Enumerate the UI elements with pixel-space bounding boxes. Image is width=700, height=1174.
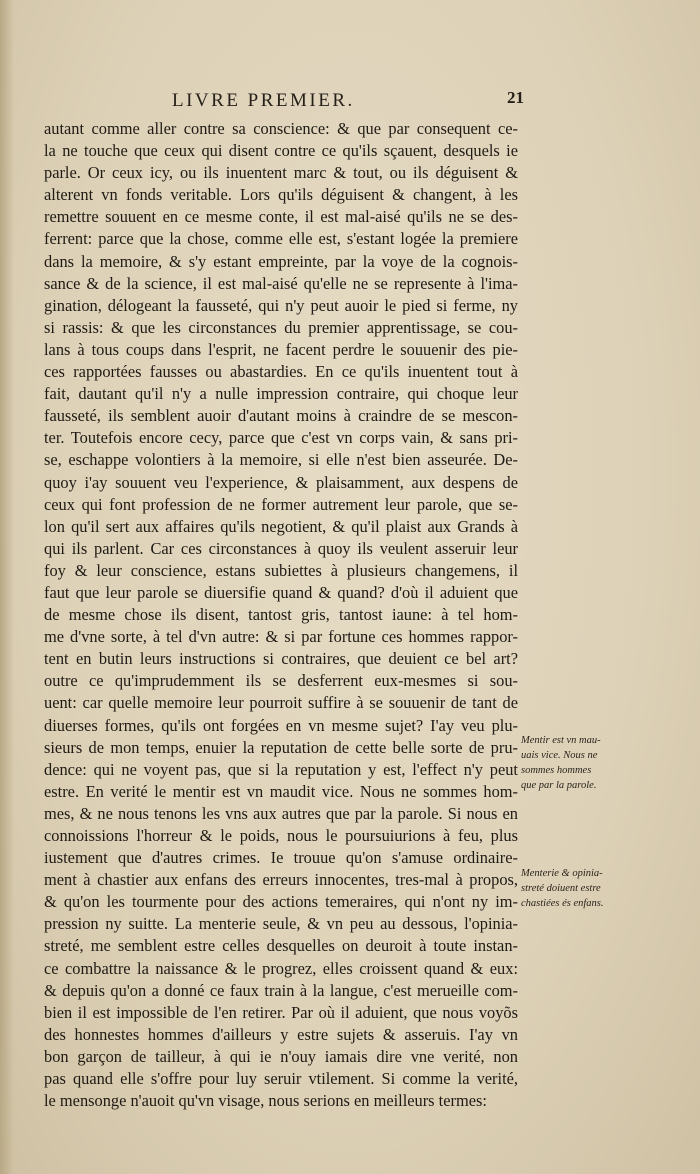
margin-note-line: que par la parole.	[521, 780, 597, 791]
margin-note-lying	[521, 733, 631, 793]
text-line: outre ce qu'imprudemment ils se desferrent eux-mesmes si sou-	[44, 671, 518, 691]
text-line: iustement que d'autres crimes. Ie trouue qu'on s'amuse ordinaire-	[44, 848, 518, 868]
text-line: uent: car quelle memoire leur pourroit suffire à se souuenir de tant de	[44, 693, 518, 713]
text-line: bien il est impossible de l'en retirer. Par où il aduient, que nous voyõs	[44, 1002, 518, 1022]
margin-note-line: streté doiuent estre	[521, 883, 601, 894]
text-line: autant comme aller contre sa conscience: & que par consequent ce-	[44, 119, 518, 138]
text-line: gination, délogeant la fausseté, qui n'y peut auoir le pied si ferme, ny	[44, 295, 518, 315]
text-line: la ne touche que ceux qui disent contre ce qu'ils sçauent, desquels ie	[44, 141, 518, 161]
text-line: remettre souuent en ce mesme conte, il est mal-aisé qu'ils ne se des-	[44, 207, 518, 227]
text-line: diuerses formes, qu'ils ont forgées en vn mesme sujet? I'ay veu plu-	[44, 715, 518, 735]
text-line: de mesme chose ils disent, tantost gris, tantost iaune: à tel hom-	[44, 605, 518, 625]
margin-note-children	[521, 866, 631, 911]
text-line: pression ny suitte. La menterie seule, & vn peu au dessous, l'opinia-	[44, 914, 518, 934]
text-line: ment à chastier aux enfans des erreurs innocentes, tres-mal à propos,	[44, 870, 518, 890]
text-line: estre. En verité le mentir est vn maudit vice. Nous ne sommes hom-	[44, 781, 518, 801]
running-head-title: LIVRE PREMIER.	[172, 90, 355, 111]
running-head	[0, 86, 700, 116]
text-line: dence: qui ne voyent pas, que si la reputation y est, l'effect n'y peut	[44, 759, 518, 779]
text-line: tent en butin leurs instructions si contraires, que deuient ce bel art?	[44, 649, 518, 669]
text-line: streté, me semblent estre celles desquelles on deuroit à toute instan-	[44, 936, 518, 956]
text-line: lon qu'il sert aux affaires qu'ils negotient, & qu'il plaist aux Grands à	[44, 516, 518, 536]
text-line: ceux qui font profession de ne former autrement leur parole, que se-	[44, 494, 518, 514]
text-line: fausseté, ils semblent auoir d'autant moins à craindre de se mescon-	[44, 406, 518, 426]
margin-note-line: uais vice. Nous ne	[521, 750, 598, 761]
text-line: sieurs de mon temps, enuier la reputation de cette belle sorte de pru-	[44, 737, 518, 757]
text-line: parle. Or ceux icy, ou ils inuentent marc & tout, ou ils déguisent &	[44, 163, 518, 183]
text-line: ce combattre la naissance & le progrez, elles croissent quand & eux:	[44, 958, 518, 978]
margin-note-line: sommes hommes	[521, 765, 592, 776]
text-line: le mensonge n'auoit qu'vn visage, nous serions en meilleurs termes:	[44, 1091, 487, 1111]
text-line: mes, & ne nous tenons les vns aux autres que par la parole. Si nous en	[44, 803, 518, 823]
text-line: ter. Toutefois encore cecy, parce que c'est vn corps vain, & sans pri-	[44, 428, 518, 448]
main-text-block	[44, 118, 518, 1112]
text-line: si rassis: & que les circonstances du premier apprentissage, se cou-	[44, 317, 518, 337]
text-line: sance & de la science, il est mal-aisé qu'elle ne se represente à l'ima-	[44, 273, 518, 293]
text-line: fait, dautant qu'il n'y a nulle impression contraire, qui choque leur	[44, 384, 518, 404]
margin-note-line: Mentir est vn mau-	[521, 735, 601, 746]
text-line: des honnestes hommes d'ailleurs y estre sujets & asseruis. I'ay vn	[44, 1024, 518, 1044]
text-line: connoissions l'horreur & le poids, nous le poursuiurions à feu, plus	[44, 826, 518, 845]
text-line: se, eschappe volontiers à la memoire, si elle n'est bien asseurée. De-	[44, 450, 518, 470]
text-line: alterent vn fonds veritable. Lors qu'ils déguisent & changent, à les	[44, 185, 518, 205]
text-line: dans la memoire, & s'y estant empreinte, par la voye de la cognois-	[44, 251, 518, 271]
text-line: ces rapportées fausses ou abastardies. En ce qu'ils inuentent tout à	[44, 362, 518, 382]
text-line: pas quand elle s'offre pour luy seruir vtilement. Si comme la verité,	[44, 1069, 518, 1089]
text-line: bon garçon de tailleur, à qui ie n'ouy iamais dire vne verité, non	[44, 1046, 518, 1066]
margin-note-line: chastiées és enfans.	[521, 898, 604, 909]
text-line: & qu'on les tourmente pour des actions temeraires, qui n'ont ny im-	[44, 892, 518, 912]
text-line: me d'vne sorte, à tel d'vn autre: & si par fortune ces hommes rappor-	[44, 627, 518, 647]
page-number: 21	[507, 88, 524, 107]
margin-note-line: Menterie & opinia-	[521, 868, 603, 879]
text-line: lans à tous coups dans l'esprit, ne facent perdre le souuenir des pie-	[44, 339, 518, 359]
text-line: qui ils parlent. Car ces circonstances à quoy ils veulent asseruir leur	[44, 538, 518, 558]
page-gutter-shadow	[0, 0, 14, 1174]
text-line: foy & leur conscience, estans subiettes à plusieurs changemens, il	[44, 560, 518, 580]
text-line: faut que leur parole se diuersifie quand & quand? d'où il aduient que	[44, 582, 518, 602]
text-line: & depuis qu'on a donné ce faux train à la langue, c'est merueille com-	[44, 980, 518, 1000]
text-line: quoy i'ay souuent veu l'experience, & plaisamment, aux despens de	[44, 472, 518, 492]
text-line: ferrent: parce que la chose, comme elle est, s'estant logée la premiere	[44, 229, 518, 249]
